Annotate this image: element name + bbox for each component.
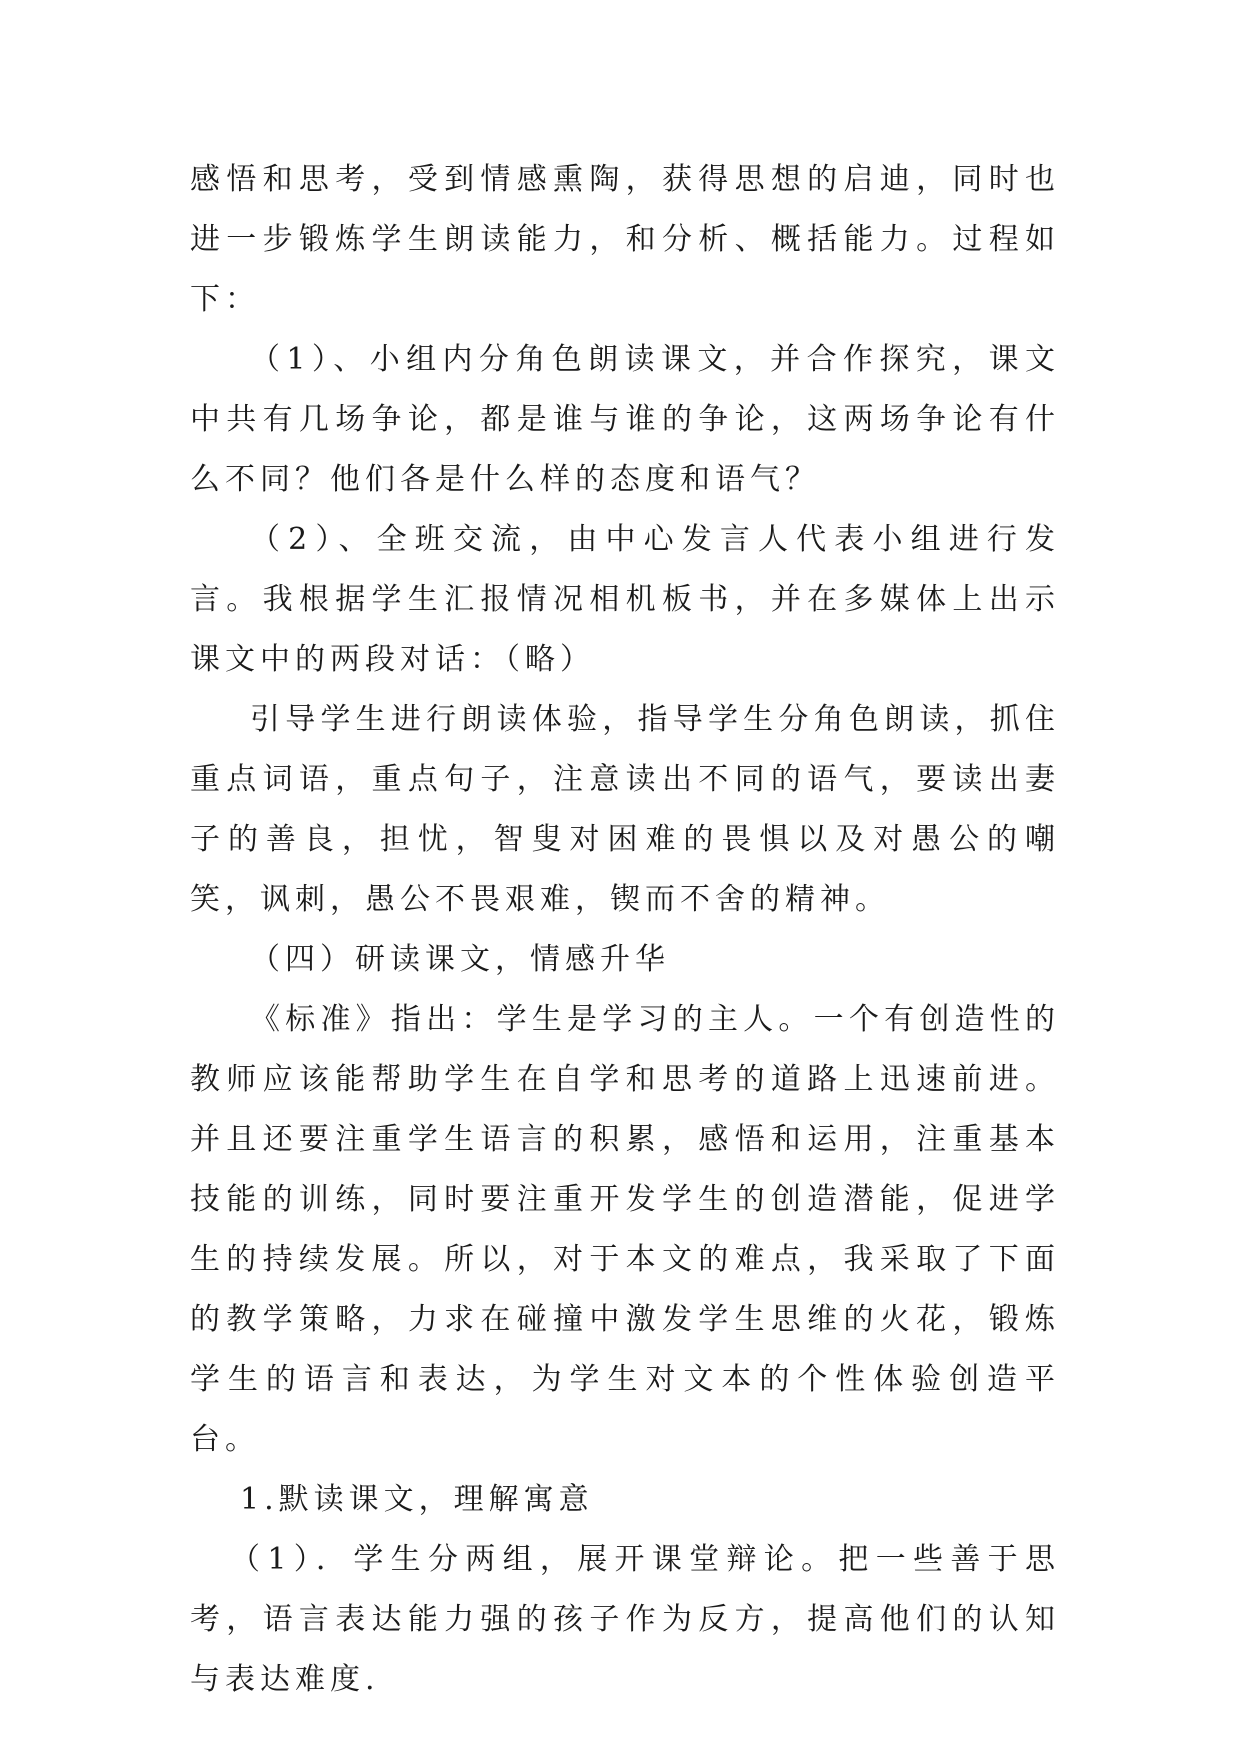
paragraph-1: 感悟和思考，受到情感熏陶，获得思想的启迪，同时也进一步锻炼学生朗读能力，和分析、概括能力。过程如下： xyxy=(190,162,1060,317)
subsection-heading-1: 1.默读课文，理解寓意 xyxy=(240,1482,594,1517)
paragraph-4: 引导学生进行朗读体验，指导学生分角色朗读，抓住重点词语，重点句子，注意读出不同的语气，要读出妻子的善良，担忧，智叟对困难的畏惧以及对愚公的嘲笑，讽刺，愚公不畏艰难，锲而不舍的精神。 xyxy=(190,702,1060,917)
section-heading-4: （四）研读课文，情感升华 xyxy=(250,942,670,977)
paragraph-6: 《标准》指出：学生是学习的主人。一个有创造性的教师应该能帮助学生在自学和思考的道路上迅速前进。并且还要注重学生语言的积累，感悟和运用，注重基本技能的训练，同时要注重开发学生的创造潜能，促进学生的持续发展。所以，对于本文的难点，我采取了下面的教学策略，力求在碰撞中激发学生思维的火花，锻炼学生的语言和表达，为学生对文本的个性体验创造平台。 xyxy=(190,1002,1060,1457)
document-body xyxy=(190,150,1060,1710)
paragraph-2: （1）、小组内分角色朗读课文，并合作探究，课文中共有几场争论，都是谁与谁的争论，这两场争论有什么不同？他们各是什么样的态度和语气？ xyxy=(190,342,1060,497)
paragraph-3: （2）、全班交流，由中心发言人代表小组进行发言。我根据学生汇报情况相机板书，并在多媒体上出示课文中的两段对话：（略） xyxy=(190,522,1060,677)
paragraph-8: （1）．学生分两组，展开课堂辩论。把一些善于思考，语言表达能力强的孩子作为反方，提高他们的认知与表达难度. xyxy=(190,1542,1060,1697)
